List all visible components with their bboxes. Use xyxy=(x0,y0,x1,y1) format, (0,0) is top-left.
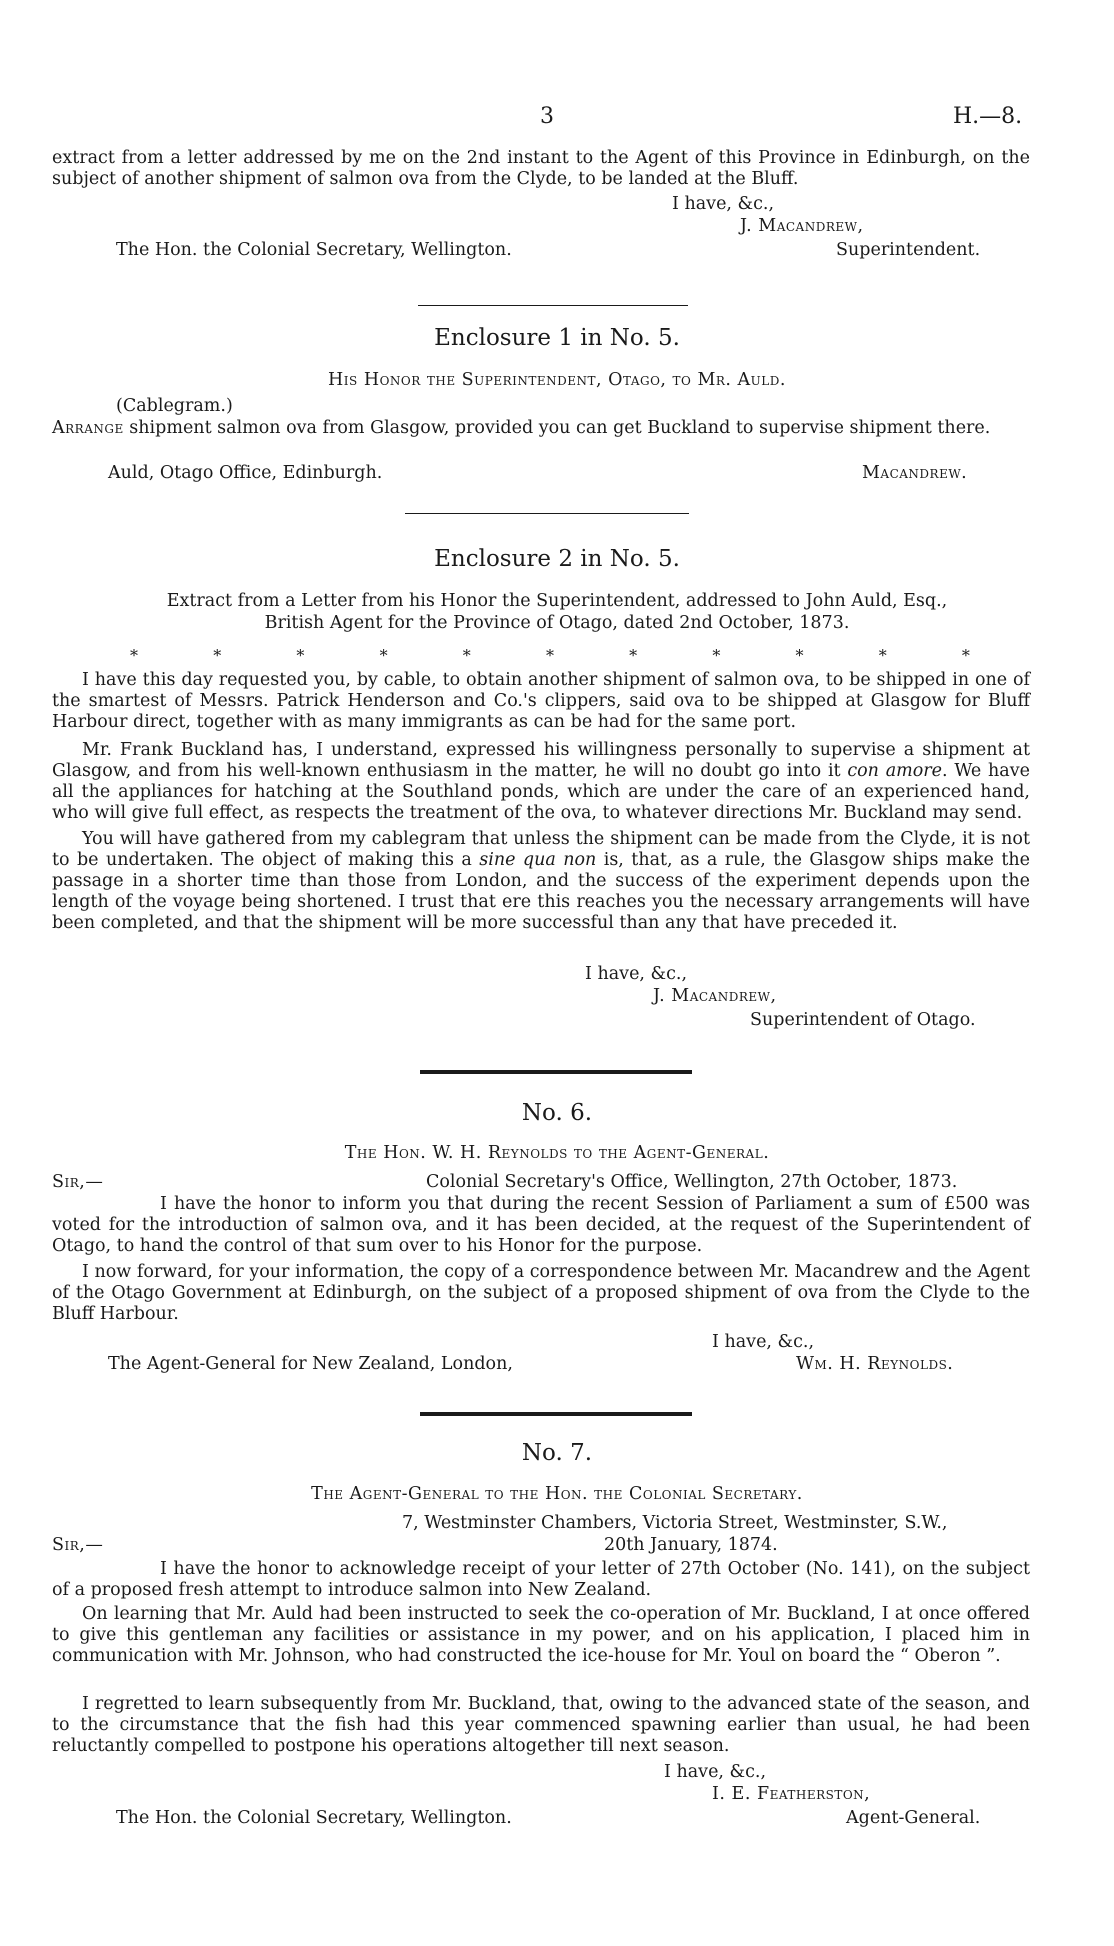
enclosure2-title: Superintendent of Otago. xyxy=(750,1010,976,1030)
no7-paragraph-3: I regretted to learn subsequently from Mr. Buckland, that, owing to the advanced state of the season, and to the circumstance that the fish had this year commenced spawning earlier than usual, he had been reluctantly compelled to postpone his operations altogether till next season. xyxy=(52,1694,1030,1756)
enclosure2-subheading-line2: British Agent for the Province of Otago, dated 2nd October, 1873. xyxy=(264,613,850,633)
enclosure2-paragraph-1: I have this day requested you, by cable, to obtain another shipment of salmon ova, to be shipped in one of the smartest of Messrs. Patrick Henderson and Co.'s clippers, said ova to be shipped at Glasgow for Bluff Harbour direct, together with as many immigrants as can be had for the same port. xyxy=(52,670,1030,732)
enclosure1-address: Auld, Otago Office, Edinburgh. xyxy=(108,463,383,483)
star: * xyxy=(130,646,138,665)
no6-addressee: The Agent-General for New Zealand, London, xyxy=(108,1354,513,1374)
no6-signature: Wm. H. Reynolds. xyxy=(796,1354,954,1374)
letter5-text: extract from a letter addressed by me on the 2nd instant to the Agent of this Province in Edinburgh, on the subject of another shipment of salmon ova from the Clyde, to be landed at the Bluff. xyxy=(52,148,1030,189)
no7-title: Agent-General. xyxy=(846,1808,981,1828)
no6-paragraph-2: I now forward, for your information, the copy of a correspondence between Mr. Macandrew and the Agent of the Otago Government at Edinburgh, on the subject of a proposed shipment of ova from the Clyde to the Bluff Harbour. xyxy=(52,1262,1030,1324)
enclosure1-type: (Cablegram.) xyxy=(116,396,233,416)
star: * xyxy=(961,646,970,665)
para3-text-a: You will have gathered from my cablegram that unless the shipment can be made from the Clyde, it is not to be undertaken. The object of making this a xyxy=(52,829,1030,870)
section-divider xyxy=(418,305,688,306)
letter5-title: Superintendent. xyxy=(836,240,981,260)
star: * xyxy=(545,646,554,665)
star: * xyxy=(462,646,471,665)
star: * xyxy=(712,646,721,665)
para3-text-b: is, that, as a rule, the Glasgow ships make the passage in a shorter time than those from London, and the success of the experiment depends upon the length of the voyage being shortened. I trust that ere this reaches you the necessary arrangements will have been completed, and that the shipment will be more successful than any that have preceded it. xyxy=(52,850,1030,933)
section-divider xyxy=(405,513,689,514)
no7-address-line1: 7, Westminster Chambers, Victoria Street, Westminster, S.W., xyxy=(402,1513,948,1533)
star: * xyxy=(379,646,388,665)
enclosure1-heading: Enclosure 1 in No. 5. xyxy=(434,325,680,351)
no7-salutation: Sir,— xyxy=(52,1535,104,1555)
letter5-signature: J. Macandrew, xyxy=(740,216,864,236)
no7-closing: I have, &c., xyxy=(664,1762,767,1782)
star: * xyxy=(629,646,638,665)
star: * xyxy=(795,646,804,665)
no7-subheading: The Agent-General to the Hon. the Colonial Secretary. xyxy=(311,1484,803,1504)
no6-closing: I have, &c., xyxy=(712,1332,815,1352)
no7-paragraph-1: I have the honor to acknowledge receipt of your letter of 27th October (No. 141), on the subject of a proposed fresh attempt to introduce salmon into New Zealand. xyxy=(52,1559,1030,1600)
page-number: 3 xyxy=(540,104,554,129)
no6-heading: No. 6. xyxy=(521,1100,593,1126)
no7-address-line2: 20th January, 1874. xyxy=(604,1535,778,1555)
no7-signature: I. E. Featherston, xyxy=(712,1784,871,1804)
star: * xyxy=(213,646,222,665)
no6-dateline: Colonial Secretary's Office, Wellington, 27th October, 1873. xyxy=(426,1172,958,1192)
star: * xyxy=(878,646,887,665)
enclosure1-body xyxy=(52,418,1030,439)
enclosure2-paragraph-2 xyxy=(52,740,1030,824)
document-reference: H.—8. xyxy=(953,104,1023,129)
no7-heading: No. 7. xyxy=(521,1440,593,1466)
letter5-addressee: The Hon. the Colonial Secretary, Wellington. xyxy=(116,240,512,260)
para2-text-b: . We have all the appliances for hatching at the Southland ponds, which are under the care of an experienced hand, who will give full effect, as respects the treatment of the ova, to whatever directions Mr. Buckland may send. xyxy=(52,761,1030,823)
no6-subheading: The Hon. W. H. Reynolds to the Agent-General. xyxy=(344,1143,770,1163)
enclosure2-signature: J. Macandrew, xyxy=(653,986,777,1006)
para3-italic: sine qua non xyxy=(479,850,597,870)
enclosure1-body-lead: Arrange xyxy=(52,418,124,438)
section-divider xyxy=(420,1412,692,1416)
enclosure2-closing: I have, &c., xyxy=(585,964,688,984)
enclosure2-subheading-line1: Extract from a Letter from his Honor the Superintendent, addressed to John Auld, Esq., xyxy=(166,591,948,611)
section-divider xyxy=(420,1070,692,1074)
enclosure1-body-text: shipment salmon ova from Glasgow, provided you can get Buckland to supervise shipment there. xyxy=(123,418,991,438)
no6-salutation: Sir,— xyxy=(52,1172,104,1192)
enclosure2-paragraph-3 xyxy=(52,829,1030,934)
star: * xyxy=(296,646,305,665)
enclosure1-signature: Macandrew. xyxy=(862,463,968,483)
omission-stars xyxy=(130,646,970,665)
para2-text-a: Mr. Frank Buckland has, I understand, expressed his willingness personally to supervise a shipment at Glasgow, and from his well-known enthusiasm in the matter, he will no doubt go into it xyxy=(52,740,1030,781)
no7-addressee: The Hon. the Colonial Secretary, Wellington. xyxy=(116,1808,512,1828)
para2-italic: con amore xyxy=(847,761,943,781)
no6-paragraph-1: I have the honor to inform you that during the recent Session of Parliament a sum of £500 was voted for the introduction of salmon ova, and it has been decided, at the request of the Superintendent of Otago, to hand the control of that sum over to his Honor for the purpose. xyxy=(52,1194,1030,1256)
no7-paragraph-2: On learning that Mr. Auld had been instructed to seek the co-operation of Mr. Buckland, I at once offered to give this gentleman any facilities or assistance in my power, and on his application, I placed him in communication with Mr. Johnson, who had constructed the ice-house for Mr. Youl on board the “ Oberon ”. xyxy=(52,1604,1030,1666)
enclosure1-subheading: His Honor the Superintendent, Otago, to Mr. Auld. xyxy=(328,370,786,390)
enclosure2-heading: Enclosure 2 in No. 5. xyxy=(434,546,680,572)
letter5-closing: I have, &c., xyxy=(672,194,775,214)
